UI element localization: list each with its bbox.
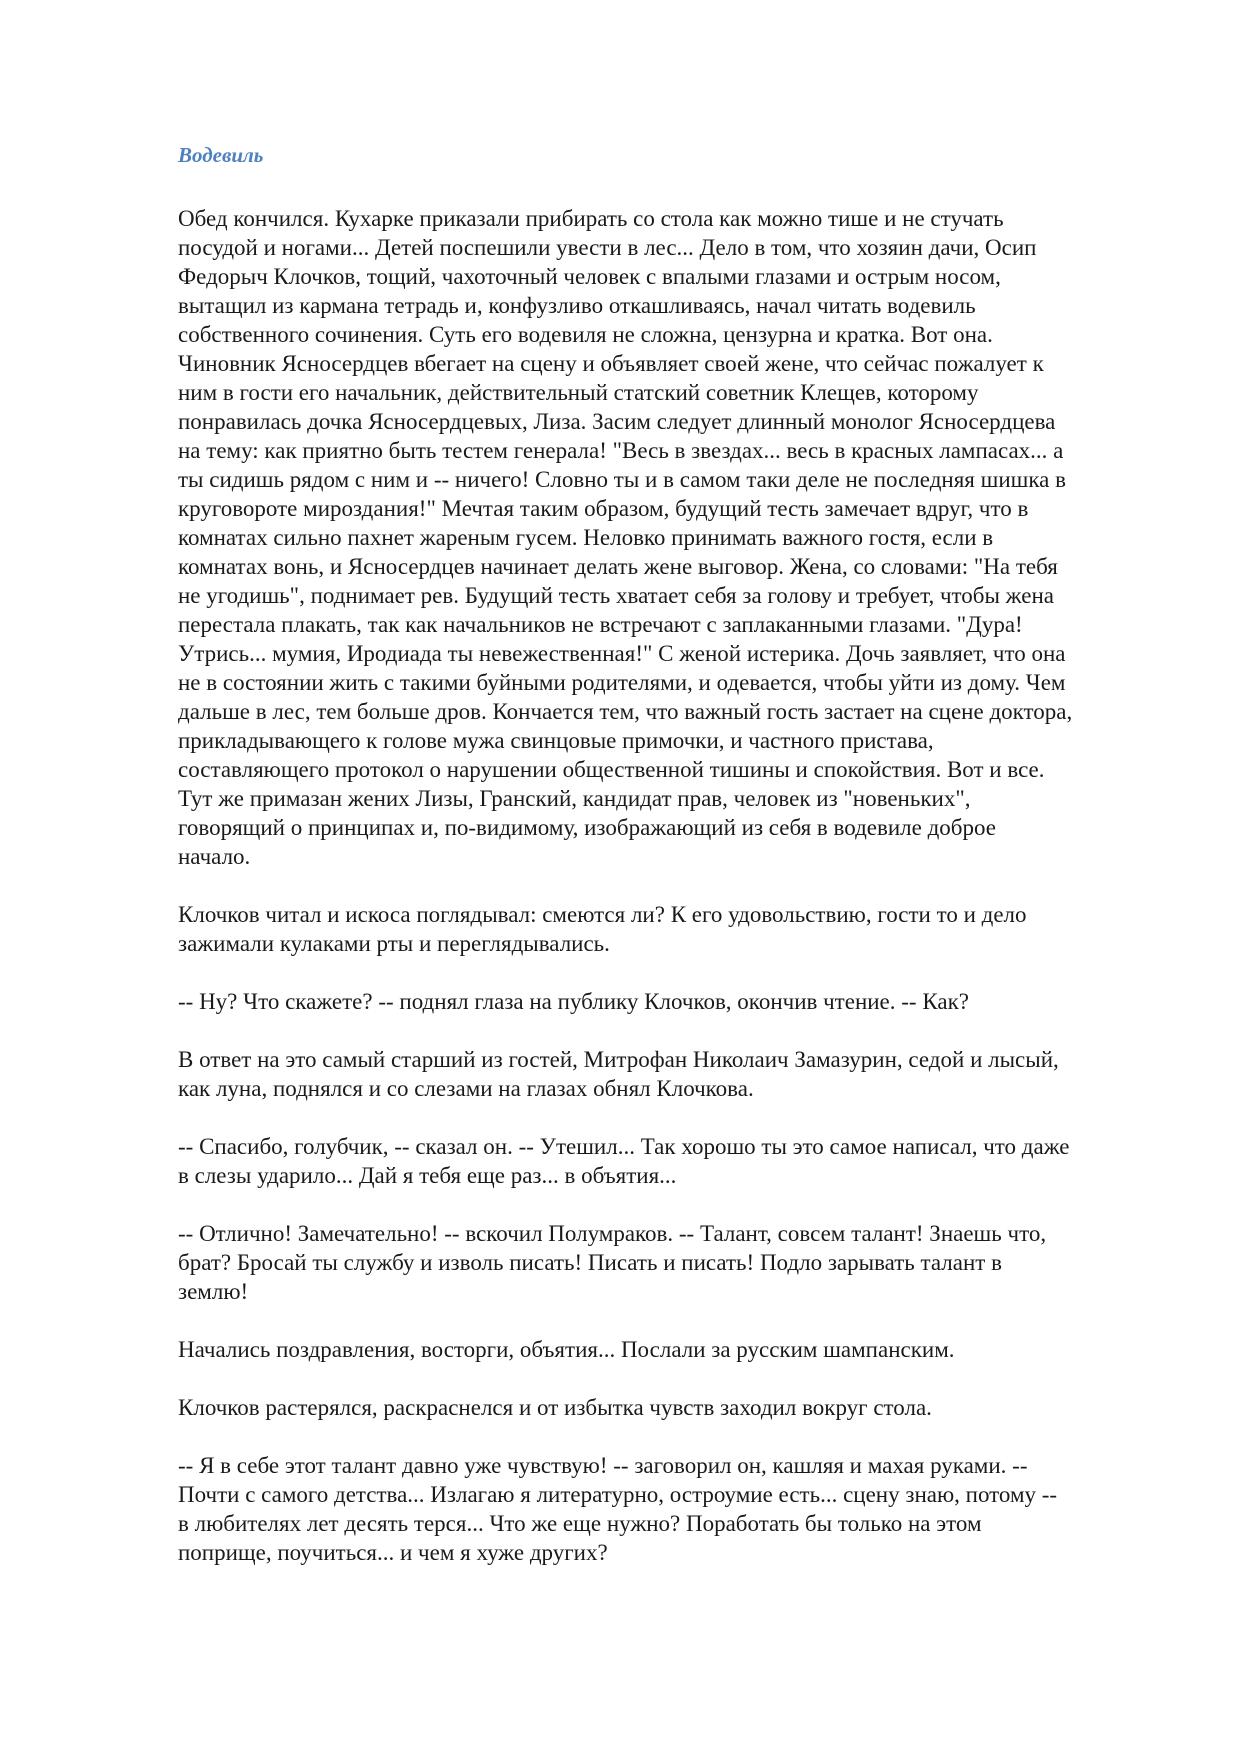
text-line: зажимали кулаками рты и переглядывались. bbox=[178, 931, 610, 956]
text-line: начало. bbox=[178, 844, 251, 869]
text-line: на тему: как приятно быть тестем генерала! "Весь в звездах... весь в красных лампасах... а bbox=[178, 438, 1064, 463]
text-line: как луна, поднялся и со слезами на глазах обнял Клочкова. bbox=[178, 1076, 754, 1101]
paragraph bbox=[178, 900, 1178, 958]
paragraph bbox=[178, 1335, 1178, 1364]
paragraph bbox=[178, 1451, 1178, 1567]
text-line: -- Отлично! Замечательно! -- вскочил Полумраков. -- Талант, совсем талант! Знаешь что, bbox=[178, 1221, 1047, 1246]
text-line: ним в гости его начальник, действительный статский советник Клещев, которому bbox=[178, 380, 979, 405]
text-line: дальше в лес, тем больше дров. Кончается тем, что важный гость застает на сцене доктора, bbox=[178, 699, 1073, 724]
text-line: поприще, поучиться... и чем я хуже других? bbox=[178, 1540, 608, 1565]
paragraph bbox=[178, 1393, 1178, 1422]
text-line: комнатах сильно пахнет жареным гусем. Неловко принимать важного гостя, если в bbox=[178, 525, 994, 550]
text-line: собственного сочинения. Суть его водевиля не сложна, цензурна и кратка. Вот она. bbox=[178, 322, 993, 347]
document-body bbox=[178, 204, 1178, 1567]
text-line: в слезы ударило... Дай я тебя еще раз... в объятия... bbox=[178, 1163, 677, 1188]
text-line: Почти с самого детства... Излагаю я литературно, остроумие есть... сцену знаю, потому -- bbox=[178, 1482, 1058, 1507]
text-line: брат? Бросай ты службу и изволь писать! Писать и писать! Подло зарывать талант в bbox=[178, 1250, 1002, 1275]
document-title: Водевиль bbox=[178, 143, 264, 167]
paragraph bbox=[178, 1219, 1178, 1306]
text-line: -- Спасибо, голубчик, -- сказал он. -- Утешил... Так хорошо ты это самое написал, что даже bbox=[178, 1134, 1070, 1159]
paragraph bbox=[178, 1132, 1178, 1190]
text-line: Обед кончился. Кухарке приказали прибирать со стола как можно тише и не стучать bbox=[178, 206, 1004, 231]
text-line: Клочков читал и искоса поглядывал: смеются ли? К его удовольствию, гости то и дело bbox=[178, 902, 1027, 927]
paragraph bbox=[178, 204, 1178, 871]
text-line: перестала плакать, так как начальников не встречают с заплаканными глазами. "Дура! bbox=[178, 612, 1023, 637]
text-line: Тут же примазан жених Лизы, Гранский, кандидат прав, человек из "новеньких", bbox=[178, 786, 971, 811]
text-line: Чиновник Ясносердцев вбегает на сцену и объявляет своей жене, что сейчас пожалует к bbox=[178, 351, 1044, 376]
text-line: говорящий о принципах и, по-видимому, изображающий из себя в водевиле доброе bbox=[178, 815, 996, 840]
text-line: Федорыч Клочков, тощий, чахоточный человек с впалыми глазами и острым носом, bbox=[178, 264, 1001, 289]
paragraph bbox=[178, 1045, 1178, 1103]
text-line: круговороте мироздания!" Мечтая таким образом, будущий тесть замечает вдруг, что в bbox=[178, 496, 1029, 521]
paragraph bbox=[178, 987, 1178, 1016]
document-page bbox=[178, 140, 1178, 1596]
text-line: В ответ на это самый старший из гостей, Митрофан Николаич Замазурин, седой и лысый, bbox=[178, 1047, 1059, 1072]
text-line: землю! bbox=[178, 1279, 249, 1304]
text-line: Утрись... мумия, Иродиада ты невежественная!" С женой истерика. Дочь заявляет, что она bbox=[178, 641, 1066, 666]
text-line: посудой и ногами... Детей поспешили увести в лес... Дело в том, что хозяин дачи, Осип bbox=[178, 235, 1037, 260]
text-line: не угодишь", поднимает рев. Будущий тесть хватает себя за голову и требует, чтобы жена bbox=[178, 583, 1054, 608]
text-line: ты сидишь рядом с ним и -- ничего! Словно ты и в самом таки деле не последняя шишка в bbox=[178, 467, 1066, 492]
text-line: Клочков растерялся, раскраснелся и от избытка чувств заходил вокруг стола. bbox=[178, 1395, 932, 1420]
text-line: Начались поздравления, восторги, объятия... Послали за русским шампанским. bbox=[178, 1337, 955, 1362]
text-line: -- Ну? Что скажете? -- поднял глаза на публику Клочков, окончив чтение. -- Как? bbox=[178, 989, 969, 1014]
text-line: -- Я в себе этот талант давно уже чувствую! -- заговорил он, кашляя и махая руками. -- bbox=[178, 1453, 1028, 1478]
text-line: вытащил из кармана тетрадь и, конфузливо откашливаясь, начал читать водевиль bbox=[178, 293, 976, 318]
text-line: комнатах вонь, и Ясносердцев начинает делать жене выговор. Жена, со словами: "На тебя bbox=[178, 554, 1058, 579]
text-line: не в состоянии жить с такими буйными родителями, и одевается, чтобы уйти из дому. Чем bbox=[178, 670, 1066, 695]
text-line: прикладывающего к голове мужа свинцовые примочки, и частного пристава, bbox=[178, 728, 934, 753]
text-line: в любителях лет десять терся... Что же еще нужно? Поработать бы только на этом bbox=[178, 1511, 982, 1536]
text-line: понравилась дочка Ясносердцевых, Лиза. Засим следует длинный монолог Ясносердцева bbox=[178, 409, 1056, 434]
text-line: составляющего протокол о нарушении общественной тишины и спокойствия. Вот и все. bbox=[178, 757, 1045, 782]
